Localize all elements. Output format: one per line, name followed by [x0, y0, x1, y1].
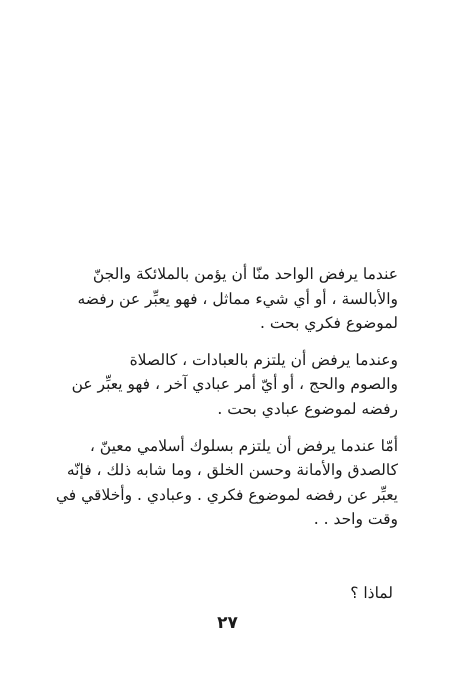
text-line: كالصدق والأمانة وحسن الخلق ، وما شابه ذلك ، فإنّه [66, 461, 398, 480]
text-line: والأبالسة ، أو أي شيء مماثل ، فهو يعبِّر عن رفضه [77, 289, 398, 308]
text-line: عندما يرفض الواحد منّا أن يؤمن بالملائكة والجنّ [92, 265, 398, 283]
page-number: ٢٧ [217, 613, 238, 633]
question-line: لماذا ؟ [350, 584, 393, 602]
text-line: لموضوع فكري بحت . [259, 314, 398, 333]
text-line: والصوم والحج ، أو أيّ أمر عبادي آخر ، فهو يعبِّر عن [71, 375, 398, 394]
text-line: رفضه لموضوع عبادي بحت . [217, 399, 398, 418]
text-line: أمّا عندما يرفض أن يلتزم بسلوك أسلامي معينّ ، [89, 436, 398, 455]
text-line: وعندما يرفض أن يلتزم بالعبادات ، كالصلاة [129, 350, 398, 369]
paragraph-1 [62, 262, 398, 336]
body-text [55, 262, 398, 544]
paragraph-2 [62, 348, 398, 422]
text-line: وقت واحد . . [313, 510, 398, 529]
text-line: يعبِّر عن رفضه لموضوع فكري . وعبادي . وأخلاقي في [55, 485, 398, 504]
paragraph-3 [55, 434, 398, 532]
